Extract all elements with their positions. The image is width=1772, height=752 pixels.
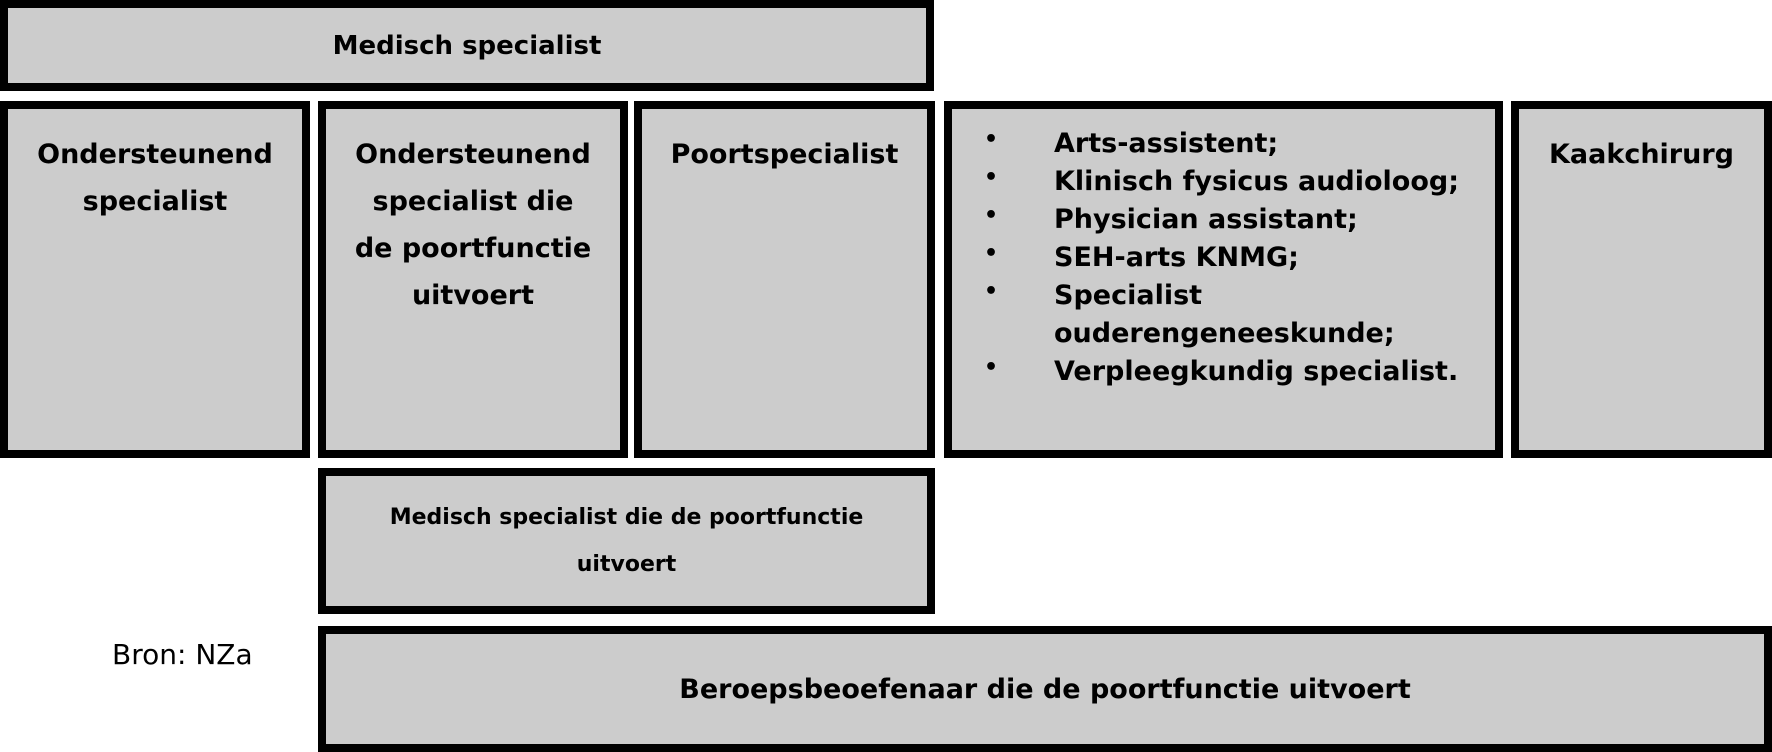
box-kaakchirurg bbox=[1511, 101, 1772, 458]
list-item-text: Verpleegkundig specialist. bbox=[1054, 356, 1459, 387]
box-title: Beroepsbeoefenaar die de poortfunctie uitvoert bbox=[679, 673, 1411, 705]
list-item bbox=[952, 201, 1495, 239]
list-item-text: ouderengeneeskunde; bbox=[1054, 318, 1395, 349]
list-item-text: Physician assistant; bbox=[1054, 204, 1358, 235]
box-poortspecialist bbox=[634, 101, 935, 458]
box-title bbox=[642, 109, 927, 178]
box-title bbox=[8, 109, 302, 225]
box-other-professionals-list bbox=[944, 101, 1503, 458]
bullet-icon: • bbox=[984, 127, 999, 152]
box-title bbox=[1519, 109, 1764, 178]
list-item bbox=[952, 353, 1495, 391]
list-item bbox=[952, 239, 1495, 277]
title-line: specialist bbox=[82, 186, 228, 217]
title-line: Medisch specialist die de poortfunctie bbox=[389, 505, 864, 530]
title-line: Ondersteunend bbox=[355, 139, 591, 170]
box-beroepsbeoefenaar-poortfunctie bbox=[318, 626, 1772, 752]
box-ondersteunend-specialist bbox=[0, 101, 310, 458]
list-item-text: Klinisch fysicus audioloog; bbox=[1054, 166, 1460, 197]
title-line: uitvoert bbox=[576, 552, 677, 577]
title-line: specialist die bbox=[372, 186, 574, 217]
list-item bbox=[952, 125, 1495, 163]
title-line: Poortspecialist bbox=[670, 139, 899, 170]
box-ondersteunend-specialist-poortfunctie bbox=[318, 101, 628, 458]
professionals-list bbox=[952, 109, 1495, 391]
box-title: Medisch specialist bbox=[332, 30, 602, 61]
box-medisch-specialist bbox=[0, 0, 934, 91]
bullet-icon: • bbox=[984, 203, 999, 228]
box-title bbox=[390, 494, 864, 588]
bullet-icon: • bbox=[984, 165, 999, 190]
bullet-icon: • bbox=[984, 355, 999, 380]
source-label: Bron: NZa bbox=[112, 638, 253, 671]
list-item bbox=[952, 277, 1495, 353]
bullet-icon: • bbox=[984, 279, 999, 304]
title-line: Ondersteunend bbox=[37, 139, 273, 170]
list-item bbox=[952, 163, 1495, 201]
list-item-text: Specialist bbox=[1054, 280, 1203, 311]
box-medisch-specialist-poortfunctie bbox=[318, 468, 935, 614]
title-line: Kaakchirurg bbox=[1549, 139, 1734, 170]
title-line: de poortfunctie bbox=[354, 233, 592, 264]
title-line: uitvoert bbox=[411, 280, 535, 311]
list-item-text: Arts-assistent; bbox=[1054, 128, 1279, 159]
bullet-icon: • bbox=[984, 241, 999, 266]
list-item-text: SEH-arts KNMG; bbox=[1054, 242, 1299, 273]
box-title bbox=[326, 109, 620, 319]
